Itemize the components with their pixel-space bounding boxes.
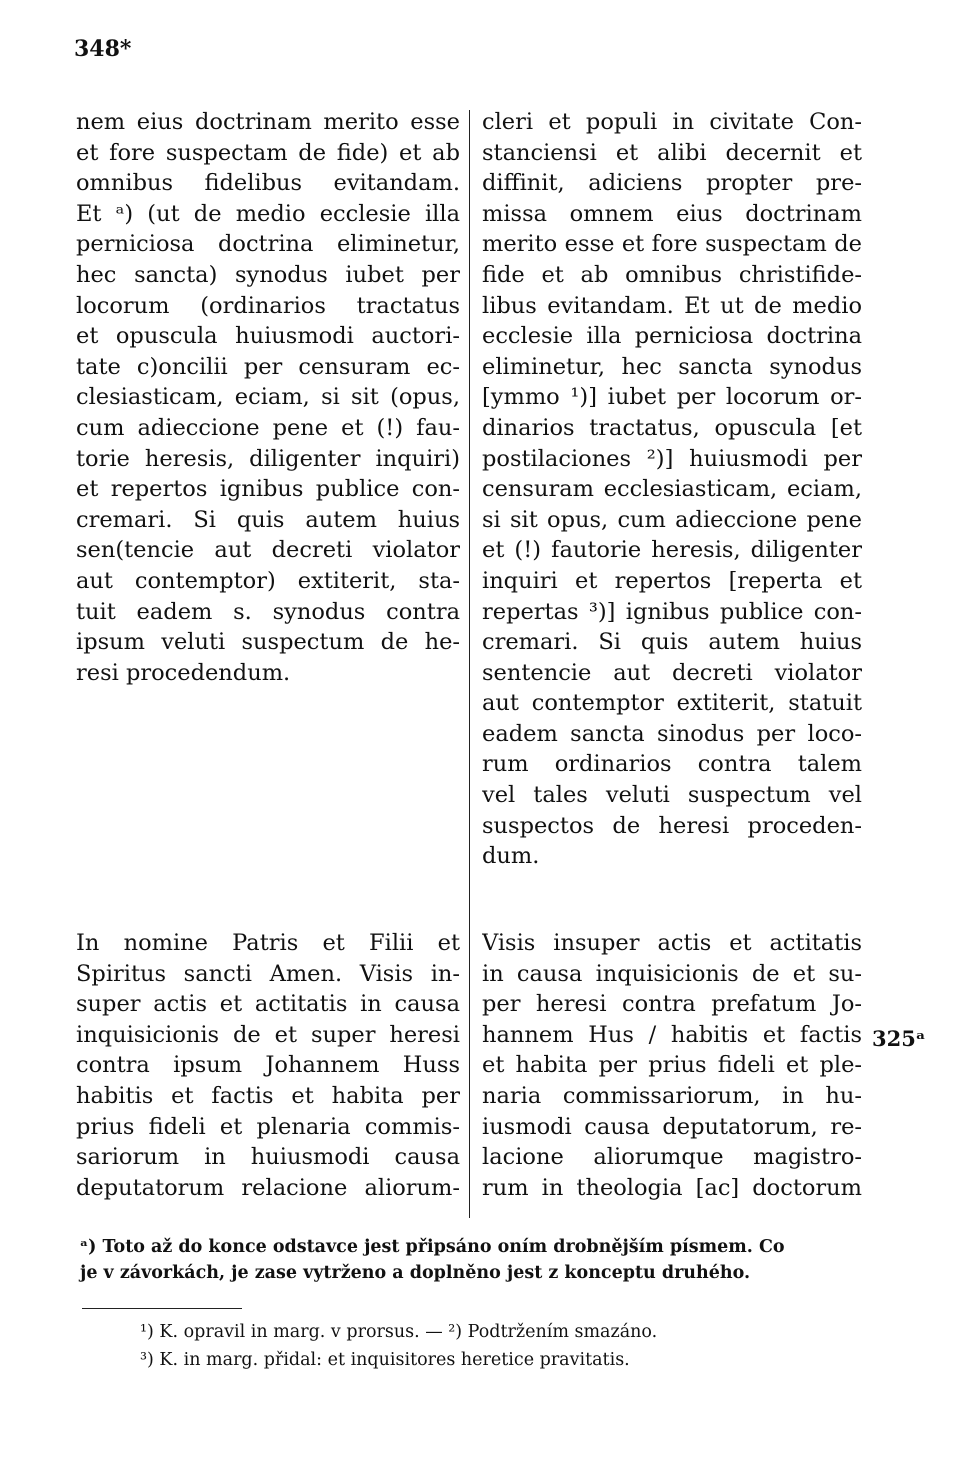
text-line: locorum (ordinarios tractatus: [76, 292, 460, 319]
text-line: omnibus fidelibus evitandam.: [76, 170, 460, 197]
text-line: rum ordinarios contra talem: [482, 751, 862, 778]
text-line: sentencie aut decreti violator: [482, 659, 862, 686]
text-line: tuit eadem s. synodus contra: [76, 598, 460, 625]
text-line: diffinit, adiciens propter pre-: [482, 170, 862, 197]
text-line: dum.: [482, 843, 540, 870]
text-line: cleri et populi in civitate Con-: [482, 109, 862, 135]
left-column-block-2: [76, 928, 460, 1203]
text-line: [ymmo ¹)] iubet per locorum or-: [482, 384, 862, 411]
text-line: suspectos de heresi proceden-: [482, 812, 862, 839]
text-line: inquisicionis de et super heresi: [76, 1021, 460, 1048]
text-line: torie heresis, diligenter inquiri): [76, 445, 460, 472]
text-line: nem eius doctrinam merito esse: [76, 109, 460, 135]
text-line: et repertos ignibus publice con-: [76, 476, 460, 503]
text-line: super actis et actitatis in causa: [76, 991, 460, 1018]
text-line: rum in theologia [ac] doctorum: [482, 1174, 862, 1201]
text-line: Visis insuper actis et actitatis: [482, 930, 862, 956]
text-line: resi procedendum.: [76, 659, 291, 686]
text-line: et fore suspectam de fide) et ab: [76, 139, 460, 166]
text-line: dinarios tractatus, opuscula [et: [482, 414, 862, 441]
text-line: cremari. Si quis autem huius: [482, 629, 862, 656]
text-line: postilaciones ²)] huiusmodi per: [482, 445, 862, 472]
text-line: ecclesie illa perniciosa doctrina: [482, 323, 862, 350]
text-line: eadem sancta sinodus per loco-: [482, 720, 862, 747]
text-line: ipsum veluti suspectum de he-: [76, 629, 460, 656]
text-line: per heresi contra prefatum Jo-: [482, 991, 862, 1018]
text-line: Et ᵃ) (ut de medio ecclesie illa: [76, 200, 460, 227]
text-line: stanciensi et alibi decernit et: [482, 139, 862, 166]
text-line: deputatorum relacione aliorum-: [76, 1174, 460, 1201]
text-line: In nomine Patris et Filii et: [76, 930, 460, 956]
text-line: prius fideli et plenaria commis-: [76, 1113, 460, 1140]
text-line: missa omnem eius doctrinam: [482, 200, 862, 227]
text-line: censuram ecclesiasticam, eciam,: [482, 476, 862, 503]
text-line: contra ipsum Johannem Huss: [76, 1052, 460, 1079]
text-line: tate c)oncilii per censuram ec-: [76, 353, 460, 380]
footnote-line: ¹) K. opravil in marg. v prorsus. — ²) Podtržením smazáno.: [140, 1322, 658, 1342]
page-number: 348*: [74, 36, 132, 62]
text-line: merito esse et fore suspectam de: [482, 231, 862, 258]
text-line: eliminetur, hec sancta synodus: [482, 353, 862, 380]
text-line: lacione aliorumque magistro-: [482, 1144, 862, 1171]
text-line: habitis et factis et habita per: [76, 1082, 460, 1109]
left-column-block-1: [76, 107, 460, 688]
text-line: libus evitandam. Et ut de medio: [482, 292, 862, 319]
text-line: sariorum in huiusmodi causa: [76, 1144, 460, 1171]
editorial-note-a: [80, 1234, 870, 1286]
text-line: et opuscula huiusmodi auctori-: [76, 323, 460, 350]
right-column-block-2: [482, 928, 862, 1203]
text-line: et (!) fautorie heresis, diligenter: [482, 537, 862, 564]
text-line: perniciosa doctrina eliminetur,: [76, 231, 460, 258]
text-line: fide et ab omnibus christifide-: [482, 261, 862, 288]
note-line: je v závorkách, je zase vytrženo a doplněno jest z konceptu druhého.: [80, 1263, 751, 1283]
text-line: aut contemptor) extiterit, sta-: [76, 567, 460, 594]
footnote-line: ³) K. in marg. přidal: et inquisitores heretice pravitatis.: [140, 1350, 630, 1370]
text-line: si sit opus, cum adieccione pene: [482, 506, 862, 533]
text-line: aut contemptor extiterit, statuit: [482, 690, 862, 717]
text-line: repertas ³)] ignibus publice con-: [482, 598, 862, 625]
text-line: iusmodi causa deputatorum, re-: [482, 1113, 862, 1140]
text-line: hec sancta) synodus iubet per: [76, 261, 460, 288]
text-line: sen(tencie aut decreti violator: [76, 537, 460, 564]
footnotes: [140, 1318, 860, 1374]
text-line: hannem Hus / habitis et factis: [482, 1021, 862, 1048]
footnote-separator: [82, 1308, 242, 1309]
text-line: clesiasticam, eciam, si sit (opus,: [76, 384, 460, 411]
text-line: Spiritus sancti Amen. Visis in-: [76, 960, 460, 987]
text-line: inquiri et repertos [reperta et: [482, 567, 862, 594]
text-line: et habita per prius fideli et ple-: [482, 1052, 862, 1079]
text-line: vel tales veluti suspectum vel: [482, 782, 862, 809]
column-divider: [469, 110, 470, 1218]
text-line: in causa inquisicionis de et su-: [482, 960, 862, 987]
margin-page-reference: 325ᵃ: [872, 1026, 926, 1051]
right-column-block-1: [482, 107, 862, 872]
text-line: cremari. Si quis autem huius: [76, 506, 460, 533]
text-line: cum adieccione pene et (!) fau-: [76, 414, 460, 441]
text-line: naria commissariorum, in hu-: [482, 1082, 862, 1109]
note-line: ᵃ) Toto až do konce odstavce jest připsáno oním drobnějším písmem. Co: [80, 1237, 785, 1257]
